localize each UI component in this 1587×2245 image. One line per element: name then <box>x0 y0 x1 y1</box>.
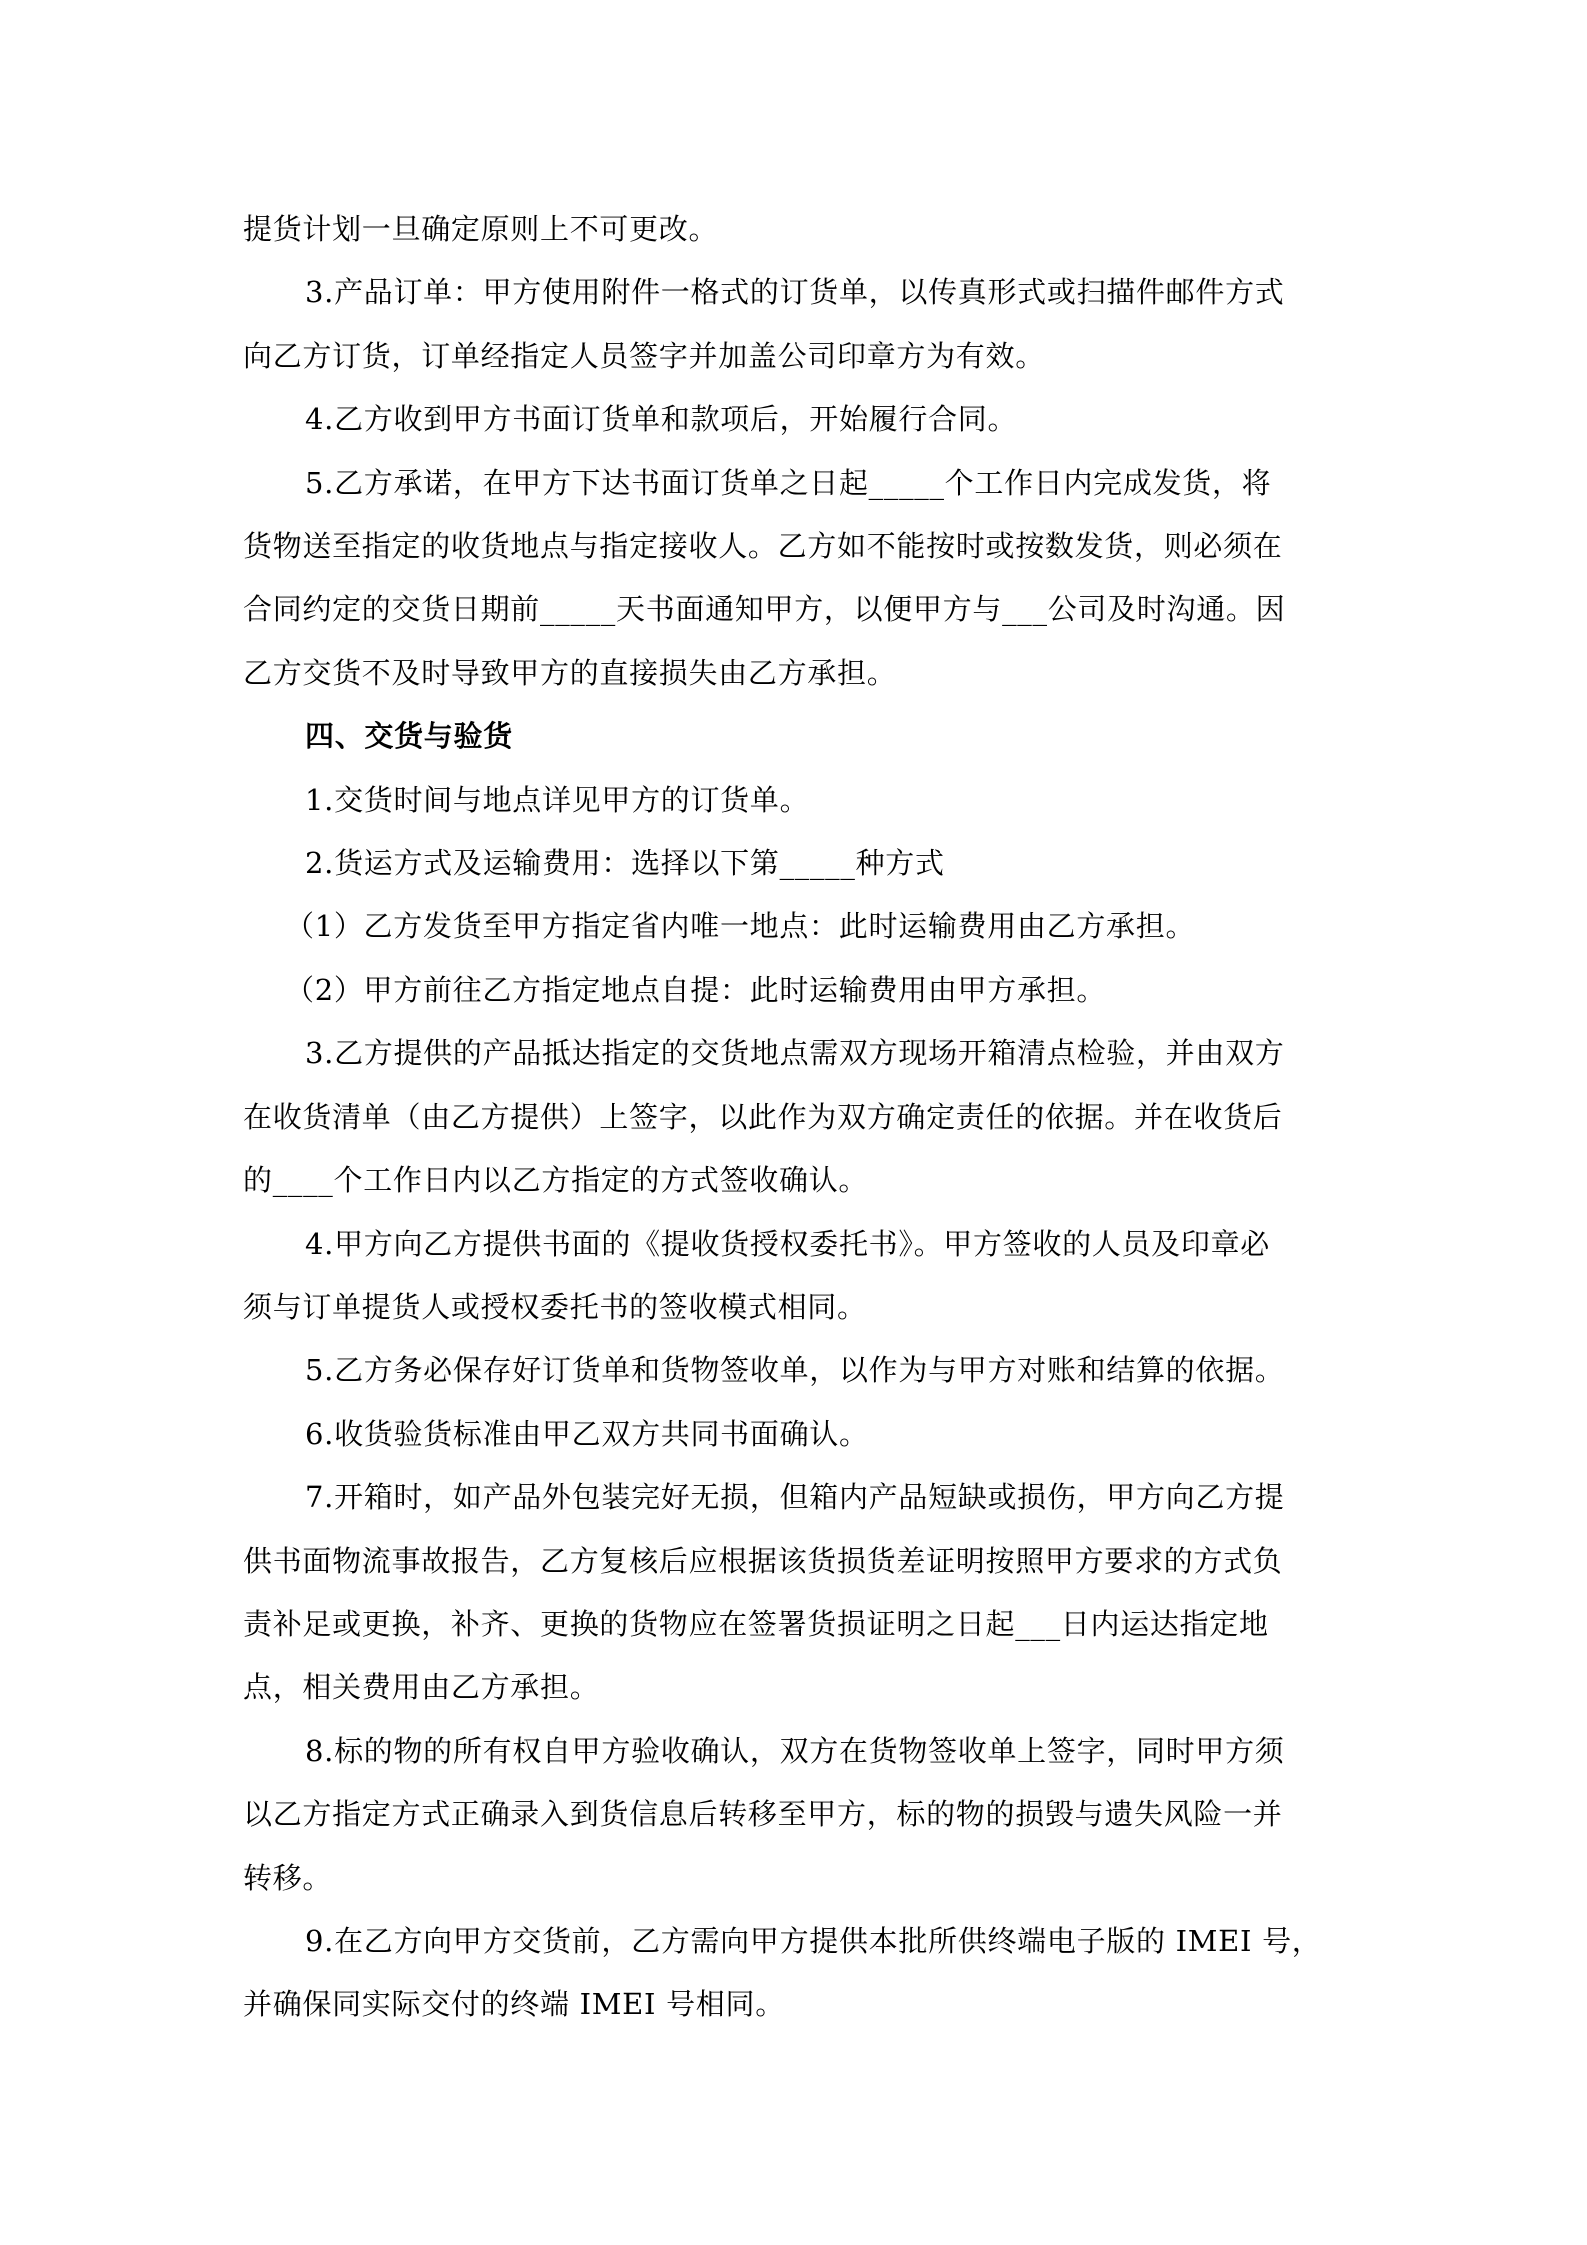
paragraph-authorization-letter <box>243 1213 1353 1340</box>
paragraph-transport-method <box>243 832 1353 895</box>
paragraph-contract-performance <box>243 388 1353 451</box>
paragraph-inspection-standard <box>243 1403 1353 1466</box>
text-line: 6.收货验货标准由甲乙双方共同书面确认。 <box>305 1416 869 1451</box>
text-line: 2.货运方式及运输费用：选择以下第_____种方式 <box>305 846 945 881</box>
paragraph-shipping-commitment <box>243 452 1353 706</box>
text-line: 提货计划一旦确定原则上不可更改。 <box>243 212 719 246</box>
paragraph-delivery-time-place <box>243 769 1353 832</box>
text-line: 3.乙方提供的产品抵达指定的交货地点需双方现场开箱清点检验，并由双方 <box>305 1036 1285 1071</box>
text-line: 9.在乙方向甲方交货前，乙方需向甲方提供本批所供终端电子版的 IMEI 号， <box>305 1923 1322 1958</box>
section-heading-delivery-inspection <box>243 705 1353 768</box>
text-line: 8.标的物的所有权自甲方验收确认，双方在货物签收单上签字，同时甲方须 <box>305 1733 1285 1768</box>
text-line: 在收货清单（由乙方提供）上签字，以此作为双方确定责任的依据。并在收货后 <box>243 1099 1283 1134</box>
text-line: 货物送至指定的收货地点与指定接收人。乙方如不能按时或按数发货，则必须在 <box>243 529 1283 564</box>
text-line: （1）乙方发货至甲方指定省内唯一地点：此时运输费用由乙方承担。 <box>285 909 1196 944</box>
paragraph-unboxing-damage <box>243 1466 1353 1720</box>
paragraph-option-2 <box>243 959 1353 1022</box>
paragraph-option-1 <box>243 895 1353 958</box>
paragraph-imei <box>243 1910 1353 2037</box>
text-line: 4.甲方向乙方提供书面的《提收货授权委托书》。甲方签收的人员及印章必 <box>305 1226 1270 1261</box>
text-line: 乙方交货不及时导致甲方的直接损失由乙方承担。 <box>243 655 897 690</box>
text-line: 4.乙方收到甲方书面订货单和款项后，开始履行合同。 <box>305 402 1018 437</box>
text-line: 的____个工作日内以乙方指定的方式签收确认。 <box>243 1163 869 1198</box>
paragraph-delivery-plan-continued <box>243 198 1353 261</box>
text-line: 5.乙方承诺，在甲方下达书面订货单之日起_____个工作日内完成发货，将 <box>305 465 1272 500</box>
text-line: 7.开箱时，如产品外包装完好无损，但箱内产品短缺或损伤，甲方向乙方提 <box>305 1480 1285 1515</box>
paragraph-product-order <box>243 261 1353 388</box>
document-body <box>243 198 1353 2037</box>
text-line: （2）甲方前往乙方指定地点自提：此时运输费用由甲方承担。 <box>285 972 1107 1007</box>
text-line: 须与订单提货人或授权委托书的签收模式相同。 <box>243 1289 867 1324</box>
text-line: 1.交货时间与地点详见甲方的订货单。 <box>305 782 810 817</box>
text-line: 转移。 <box>243 1860 333 1895</box>
text-line: 供书面物流事故报告，乙方复核后应根据该货损货差证明按照甲方要求的方式负 <box>243 1543 1283 1578</box>
section-heading-text: 四、交货与验货 <box>305 719 513 754</box>
text-line: 责补足或更换，补齐、更换的货物应在签署货损证明之日起___日内运达指定地 <box>243 1606 1269 1641</box>
text-line: 点，相关费用由乙方承担。 <box>243 1670 600 1705</box>
text-line: 向乙方订货，订单经指定人员签字并加盖公司印章方为有效。 <box>243 338 1045 373</box>
paragraph-keep-records <box>243 1339 1353 1402</box>
text-line: 合同约定的交货日期前_____天书面通知甲方，以便甲方与___公司及时沟通。因 <box>243 592 1286 627</box>
text-line: 以乙方指定方式正确录入到货信息后转移至甲方，标的物的损毁与遗失风险一并 <box>243 1797 1283 1832</box>
text-line: 3.产品订单：甲方使用附件一格式的订货单，以传真形式或扫描件邮件方式 <box>305 275 1285 310</box>
paragraph-ownership-transfer <box>243 1720 1353 1910</box>
text-line: 5.乙方务必保存好订货单和货物签收单，以作为与甲方对账和结算的依据。 <box>305 1353 1285 1388</box>
text-line: 并确保同实际交付的终端 IMEI 号相同。 <box>243 1987 785 2022</box>
paragraph-onsite-inspection <box>243 1022 1353 1212</box>
